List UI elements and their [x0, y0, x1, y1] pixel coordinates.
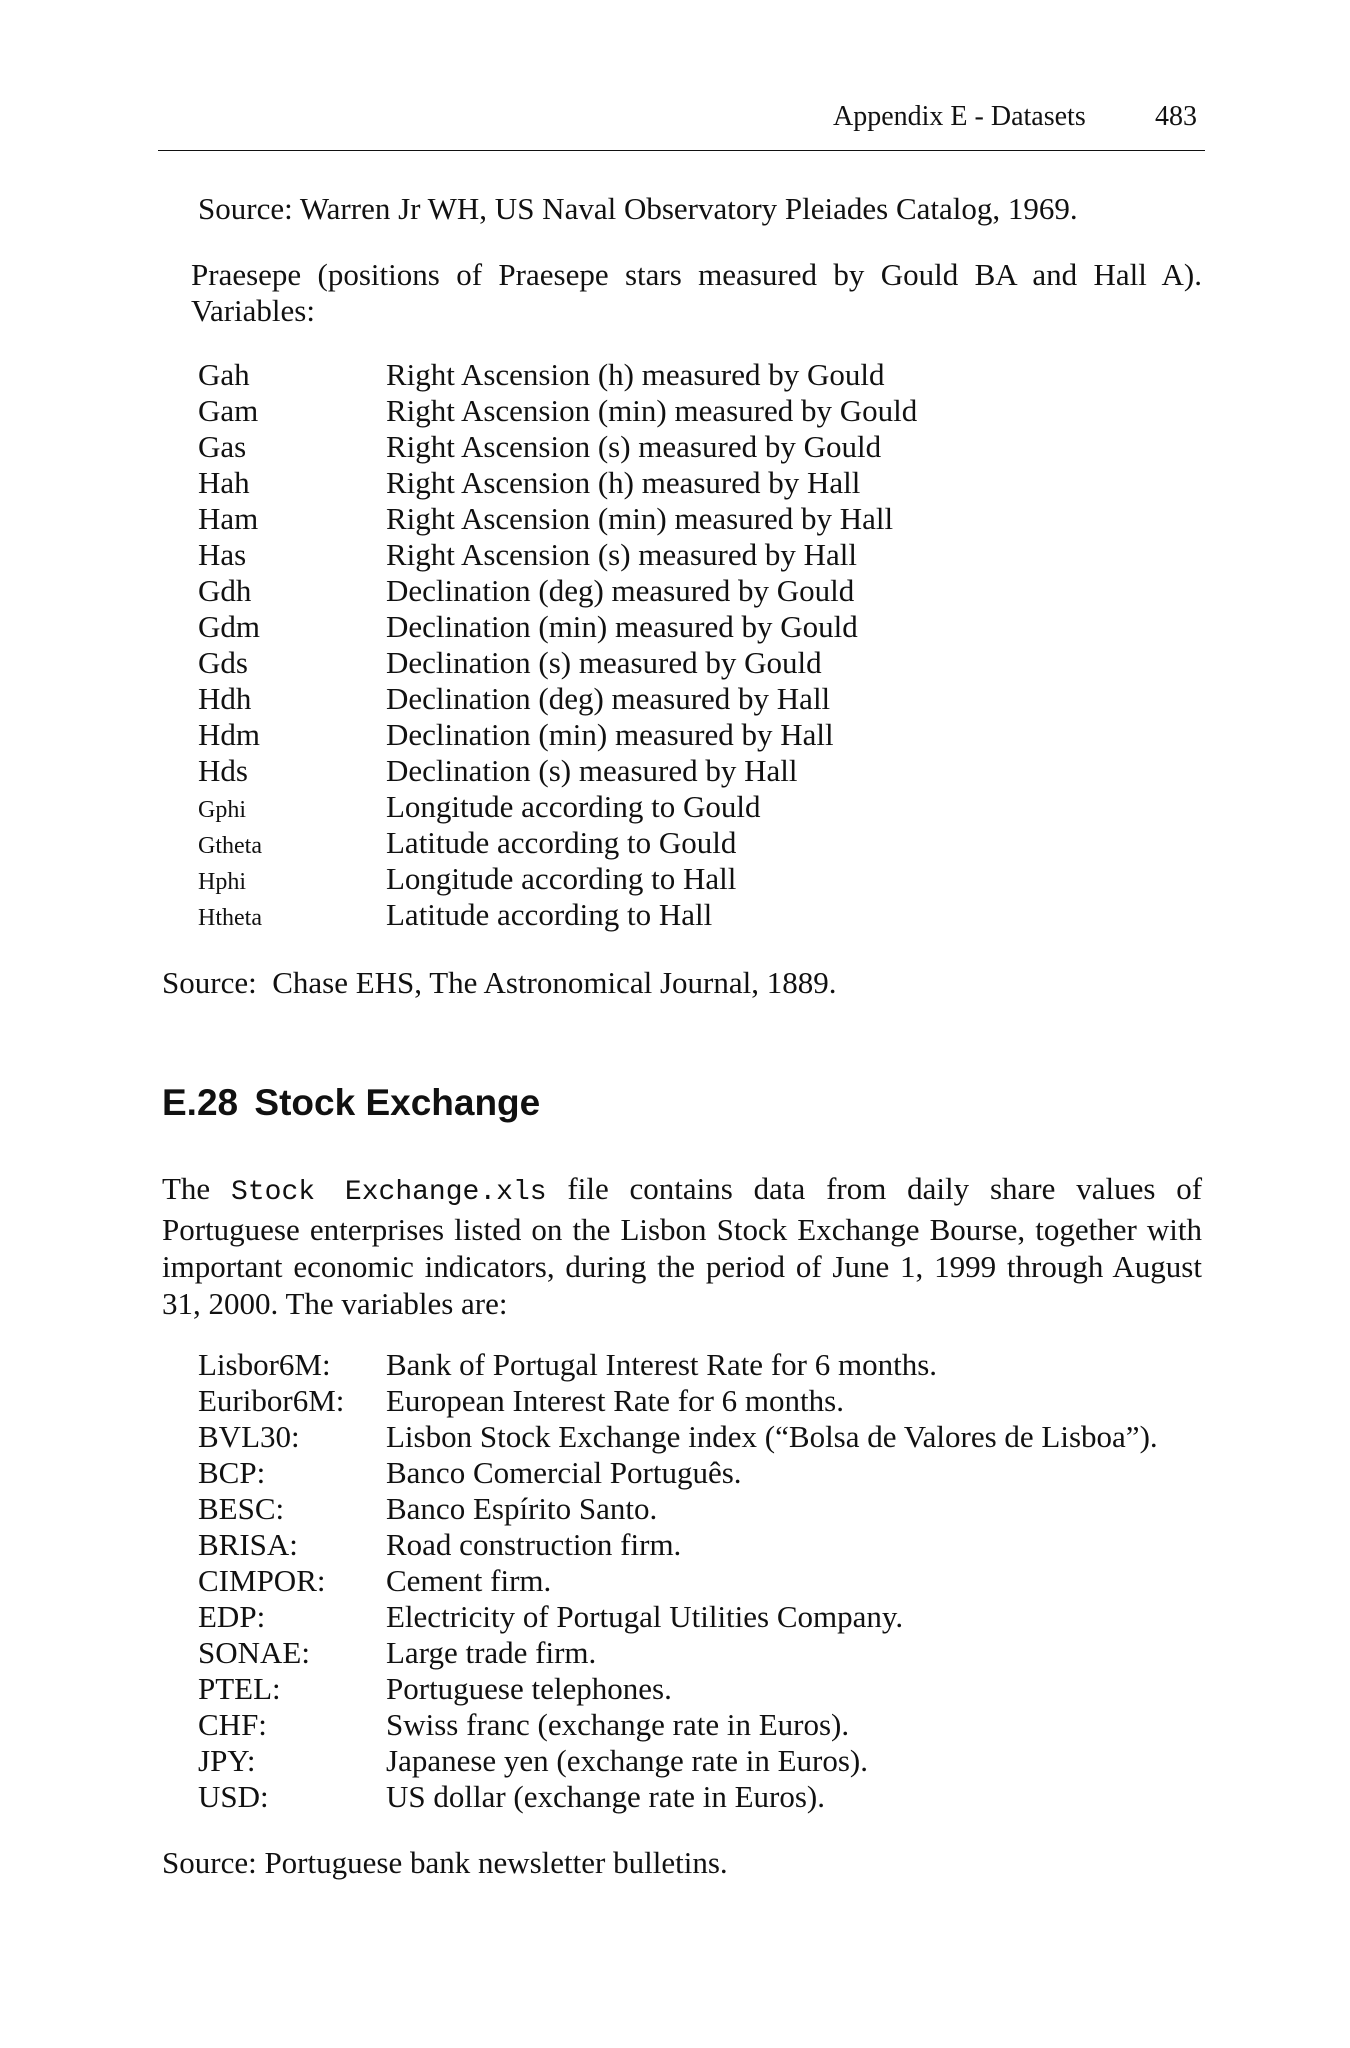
variable-row: [198, 393, 917, 429]
variable-description: Bank of Portugal Interest Rate for 6 months.: [386, 1347, 938, 1382]
variable-name: Hdh: [198, 681, 252, 716]
variable-description: Declination (deg) measured by Hall: [386, 681, 831, 716]
variable-description: Declination (min) measured by Gould: [386, 609, 858, 644]
variable-description: Right Ascension (s) measured by Gould: [386, 429, 882, 464]
paragraph-line: [162, 1170, 1202, 1211]
variable-row: [198, 501, 917, 537]
variable-row: [198, 1779, 1158, 1815]
variable-description: Portuguese telephones.: [386, 1671, 672, 1706]
variable-row: [198, 429, 917, 465]
variable-name: Lisbor6M:: [198, 1347, 331, 1382]
variable-description: Latitude according to Hall: [386, 897, 713, 932]
variable-row: [198, 1599, 1158, 1635]
variable-row: [198, 645, 917, 681]
variable-description: Large trade firm.: [386, 1635, 597, 1670]
running-title: Appendix E - Datasets: [833, 101, 1086, 132]
variable-description: Longitude according to Gould: [386, 789, 761, 824]
pleiades-source: Source: Warren Jr WH, US Naval Observatory Pleiades Catalog, 1969.: [198, 191, 1078, 226]
variable-name: Gah: [198, 357, 250, 392]
filename: Stock Exchange.xls: [231, 1177, 547, 1208]
variable-row: [198, 609, 917, 645]
variable-row: [198, 861, 917, 897]
variable-description: US dollar (exchange rate in Euros).: [386, 1779, 826, 1814]
variable-row: [198, 897, 917, 933]
variable-row: [198, 825, 917, 861]
variable-row: [198, 1527, 1158, 1563]
variable-name: JPY:: [198, 1743, 256, 1778]
variable-row: [198, 537, 917, 573]
section-heading: [162, 1081, 540, 1125]
variable-row: [198, 681, 917, 717]
paragraph-line: important economic indicators, during the period of June 1, 1999 through August: [162, 1249, 1202, 1284]
variable-name: Gtheta: [198, 833, 262, 859]
stock-exchange-paragraph: [162, 1170, 1202, 1322]
variable-row: [198, 1671, 1158, 1707]
variable-row: [198, 1563, 1158, 1599]
variable-name: Hdm: [198, 717, 260, 752]
praesepe-variable-list: [198, 357, 917, 933]
section-title: Stock Exchange: [254, 1082, 541, 1123]
variable-name: SONAE:: [198, 1635, 310, 1670]
variable-row: [198, 1455, 1158, 1491]
variable-name: BESC:: [198, 1491, 285, 1526]
variable-row: [198, 573, 917, 609]
variable-description: Right Ascension (h) measured by Hall: [386, 465, 861, 500]
variable-name: Gphi: [198, 797, 246, 823]
variable-name: BCP:: [198, 1455, 266, 1490]
variable-description: Declination (s) measured by Hall: [386, 753, 798, 788]
variable-row: [198, 1743, 1158, 1779]
variable-description: Banco Espírito Santo.: [386, 1491, 658, 1526]
variable-description: Japanese yen (exchange rate in Euros).: [386, 1743, 868, 1778]
variable-row: [198, 717, 917, 753]
variable-description: Banco Comercial Português.: [386, 1455, 742, 1490]
variable-name: Gds: [198, 645, 248, 680]
variable-name: Hah: [198, 465, 250, 500]
variable-description: Right Ascension (min) measured by Hall: [386, 501, 894, 536]
praesepe-intro-line1: Praesepe (positions of Praesepe stars measured by Gould BA and Hall A).: [191, 257, 1202, 292]
paragraph-line: Portuguese enterprises listed on the Lisbon Stock Exchange Bourse, together with: [162, 1212, 1202, 1247]
variable-description: Electricity of Portugal Utilities Company.: [386, 1599, 904, 1634]
paragraph-line: 31, 2000. The variables are:: [162, 1286, 508, 1321]
variable-name: CHF:: [198, 1707, 267, 1742]
variable-name: Gdm: [198, 609, 260, 644]
praesepe-intro: [191, 257, 1202, 329]
stock-variable-list: [198, 1347, 1158, 1815]
variable-name: Gdh: [198, 573, 252, 608]
variable-description: Lisbon Stock Exchange index (“Bolsa de Valores de Lisboa”).: [386, 1419, 1158, 1454]
variable-name: Ham: [198, 501, 259, 536]
paragraph-text: The: [162, 1171, 211, 1206]
praesepe-intro-line2: Variables:: [191, 293, 315, 328]
variable-description: Declination (s) measured by Gould: [386, 645, 822, 680]
variable-row: [198, 1635, 1158, 1671]
variable-row: [198, 1383, 1158, 1419]
variable-description: Right Ascension (s) measured by Hall: [386, 537, 857, 572]
variable-name: USD:: [198, 1779, 269, 1814]
variable-row: [198, 753, 917, 789]
header-rule: [158, 150, 1205, 151]
variable-row: [198, 1707, 1158, 1743]
variable-description: Cement firm.: [386, 1563, 552, 1598]
variable-name: BRISA:: [198, 1527, 298, 1562]
variable-description: Road construction firm.: [386, 1527, 682, 1562]
variable-description: Latitude according to Gould: [386, 825, 737, 860]
praesepe-source: Source: Chase EHS, The Astronomical Journal, 1889.: [162, 965, 837, 1000]
page-number: 483: [1155, 101, 1197, 132]
variable-row: [198, 357, 917, 393]
variable-name: Gas: [198, 429, 247, 464]
section-number: E.28: [162, 1082, 239, 1123]
variable-description: Longitude according to Hall: [386, 861, 737, 896]
variable-name: Hds: [198, 753, 248, 788]
variable-description: Declination (deg) measured by Gould: [386, 573, 855, 608]
variable-description: Right Ascension (min) measured by Gould: [386, 393, 918, 428]
variable-description: Swiss franc (exchange rate in Euros).: [386, 1707, 850, 1742]
variable-name: PTEL:: [198, 1671, 281, 1706]
variable-name: Euribor6M:: [198, 1383, 345, 1418]
variable-name: Hphi: [198, 869, 246, 895]
variable-description: Declination (min) measured by Hall: [386, 717, 834, 752]
variable-name: BVL30:: [198, 1419, 300, 1454]
variable-row: [198, 1419, 1158, 1455]
variable-name: CIMPOR:: [198, 1563, 326, 1598]
variable-name: EDP:: [198, 1599, 266, 1634]
variable-description: European Interest Rate for 6 months.: [386, 1383, 844, 1418]
variable-name: Gam: [198, 393, 259, 428]
paragraph-text: file contains data from daily share values of: [567, 1171, 1203, 1206]
variable-description: Right Ascension (h) measured by Gould: [386, 357, 885, 392]
variable-name: Has: [198, 537, 247, 572]
variable-row: [198, 1491, 1158, 1527]
variable-row: [198, 465, 917, 501]
stock-exchange-source: Source: Portuguese bank newsletter bulletins.: [162, 1845, 728, 1880]
variable-row: [198, 789, 917, 825]
variable-row: [198, 1347, 1158, 1383]
variable-name: Htheta: [198, 905, 262, 931]
